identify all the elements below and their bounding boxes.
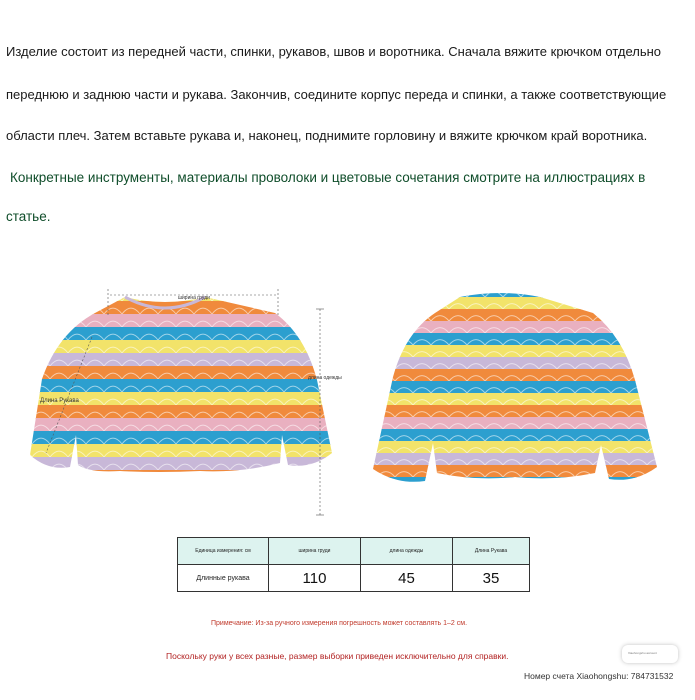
intro-green-line-1: Конкретные инструменты, материалы проволоки и цветовые сочетания смотрите на иллюстрациях в — [10, 170, 646, 185]
header-length: длина одежды — [361, 538, 453, 565]
length-label: длина одежды — [308, 375, 342, 381]
header-sleeve: Длина Рукава — [453, 538, 530, 565]
width-label: ширина груди — [178, 295, 210, 301]
reference-note: Поскольку руки у всех разные, размер выборки приведен исключительно для справки. — [166, 651, 509, 661]
value-sleeve: 35 — [453, 565, 530, 592]
header-unit: Единица измерения: см — [178, 538, 269, 565]
stamp-text: Xiaohongshu account — [628, 651, 657, 655]
value-length: 45 — [361, 565, 453, 592]
size-table-header — [178, 538, 530, 565]
sleeve-label: Длина Рукава — [40, 398, 79, 404]
back-sweater-illustration — [365, 285, 665, 505]
header-width: ширина груди — [269, 538, 361, 565]
measurement-note: Примечание: Из-за ручного измерения погрешность может составлять 1–2 см. — [211, 620, 468, 627]
account-stamp — [622, 645, 678, 663]
size-table — [177, 537, 530, 592]
intro-green-line-2: статье. — [6, 209, 51, 224]
intro-line-3: области плеч. Затем вставьте рукава и, наконец, поднимите горловину и вяжите крючком край воротника. — [6, 128, 648, 143]
value-width: 110 — [269, 565, 361, 592]
row-label: Длинные рукава — [178, 565, 269, 592]
table-row — [178, 565, 530, 592]
intro-line-2: переднюю и заднюю части и рукава. Закончив, соедините корпус переда и спинки, а также соответствующие — [6, 87, 667, 102]
intro-line-1: Изделие состоит из передней части, спинки, рукавов, швов и воротника. Сначала вяжите крючком отдельно — [6, 44, 662, 59]
account-number: Номер счета Xiaohongshu: 784731532 — [524, 671, 674, 681]
